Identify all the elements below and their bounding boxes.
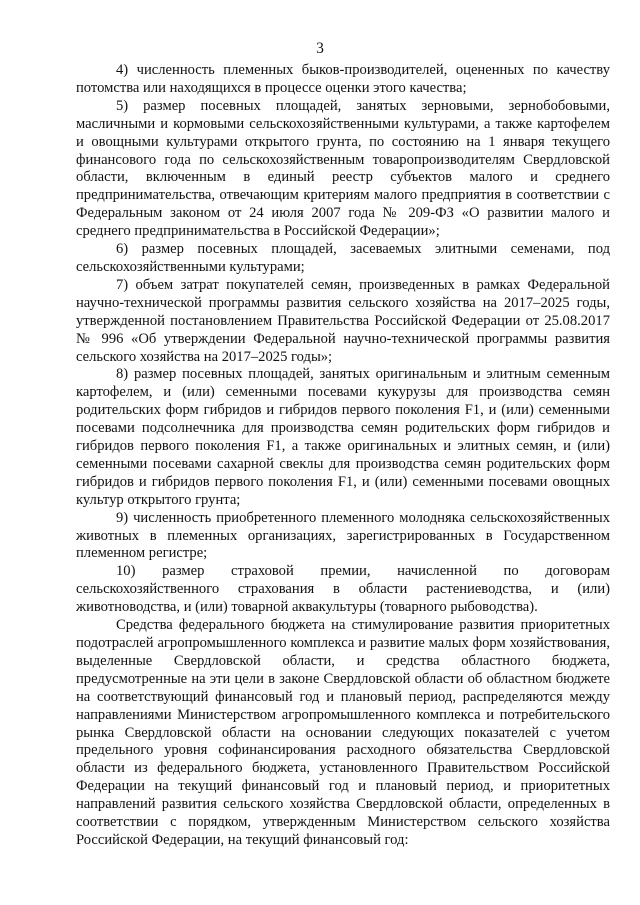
paragraph-item-9: 9) численность приобретенного племенного молодняка сельскохозяйственных животных в племенных организациях, зарегистрированных в Государственном племенном регистре; bbox=[76, 509, 610, 562]
paragraph-item-7: 7) объем затрат покупателей семян, произведенных в рамках Федеральной научно-технической программы развития сельского хозяйства на 2017–2025 годы, утвержденной постановлением Правительства Российской Федерации от 25.08.2017 № 996 «Об утверждении Федеральной научно-технической программы развития сельского хозяйства на 2017–2025 годы»; bbox=[76, 276, 610, 365]
page-number: 3 bbox=[316, 40, 324, 57]
paragraph-item-4: 4) численность племенных быков-производителей, оцененных по качеству потомства или находящихся в процессе оценки этого качества; bbox=[76, 62, 610, 96]
document-body bbox=[76, 62, 610, 850]
paragraph-item-10: 10) размер страховой премии, начисленной по договорам сельскохозяйственного страхования в области растениеводства, и (или) животноводства, и (или) товарной аквакультуры (товарного рыбоводства). bbox=[76, 563, 610, 616]
paragraph-item-8: 8) размер посевных площадей, занятых оригинальным и элитным семенным картофелем, и (или) семенными посевами кукурузы для производства семян родительских форм гибридов и гибридов первого поколения F1, и (или) семенными посевами подсолнечника для производства семян родительских форм гибридов и гибридов первого поколения F1, а также оригинальных и элитных семян, и (или) семенными посевами сахарной свеклы для производства семян родительских форм гибридов и гибридов первого поколения F1, и (или) семенными посевами овощных культур открытого грунта; bbox=[76, 366, 610, 508]
paragraph-item-6: 6) размер посевных площадей, засеваемых элитными семенами, под сельскохозяйственными культурами; bbox=[76, 241, 610, 275]
paragraph-funding: Средства федерального бюджета на стимулирование развития приоритетных подотраслей агропромышленного комплекса и развитие малых форм хозяйствования, выделенные Свердловской области, и средства областного бюджета, предусмотренные на эти цели в законе Свердловской области об областном бюджете на соответствующий финансовый год и плановый период, распределяются между направлениями Министерством агропромышленного комплекса и потребительского рынка Свердловской области на основании следующих показателей с учетом предельного уровня софинансирования расходного обязательства Свердловской области из федерального бюджета, установленного Правительством Российской Федерации на текущий финансовый год и плановый период, и приоритетных направлений развития сельского хозяйства Свердловской области, определенных в соответствии с порядком, утвержденным Министерством сельского хозяйства Российской Федерации, на текущий финансовый год: bbox=[76, 617, 610, 848]
paragraph-item-5: 5) размер посевных площадей, занятых зерновыми, зернобобовыми, масличными и кормовыми сельскохозяйственными культурами, а также картофелем и овощными культурами открытого грунта, по состоянию на 1 января текущего финансового года по сельскохозяйственным товаропроизводителям Свердловской области, включенным в единый реестр субъектов малого и среднего предпринимательства, отвечающим критериям малого предприятия в соответствии с Федеральным законом от 24 июля 2007 года № 209-ФЗ «О развитии малого и среднего предпринимательства в Российской Федерации»; bbox=[76, 97, 610, 240]
